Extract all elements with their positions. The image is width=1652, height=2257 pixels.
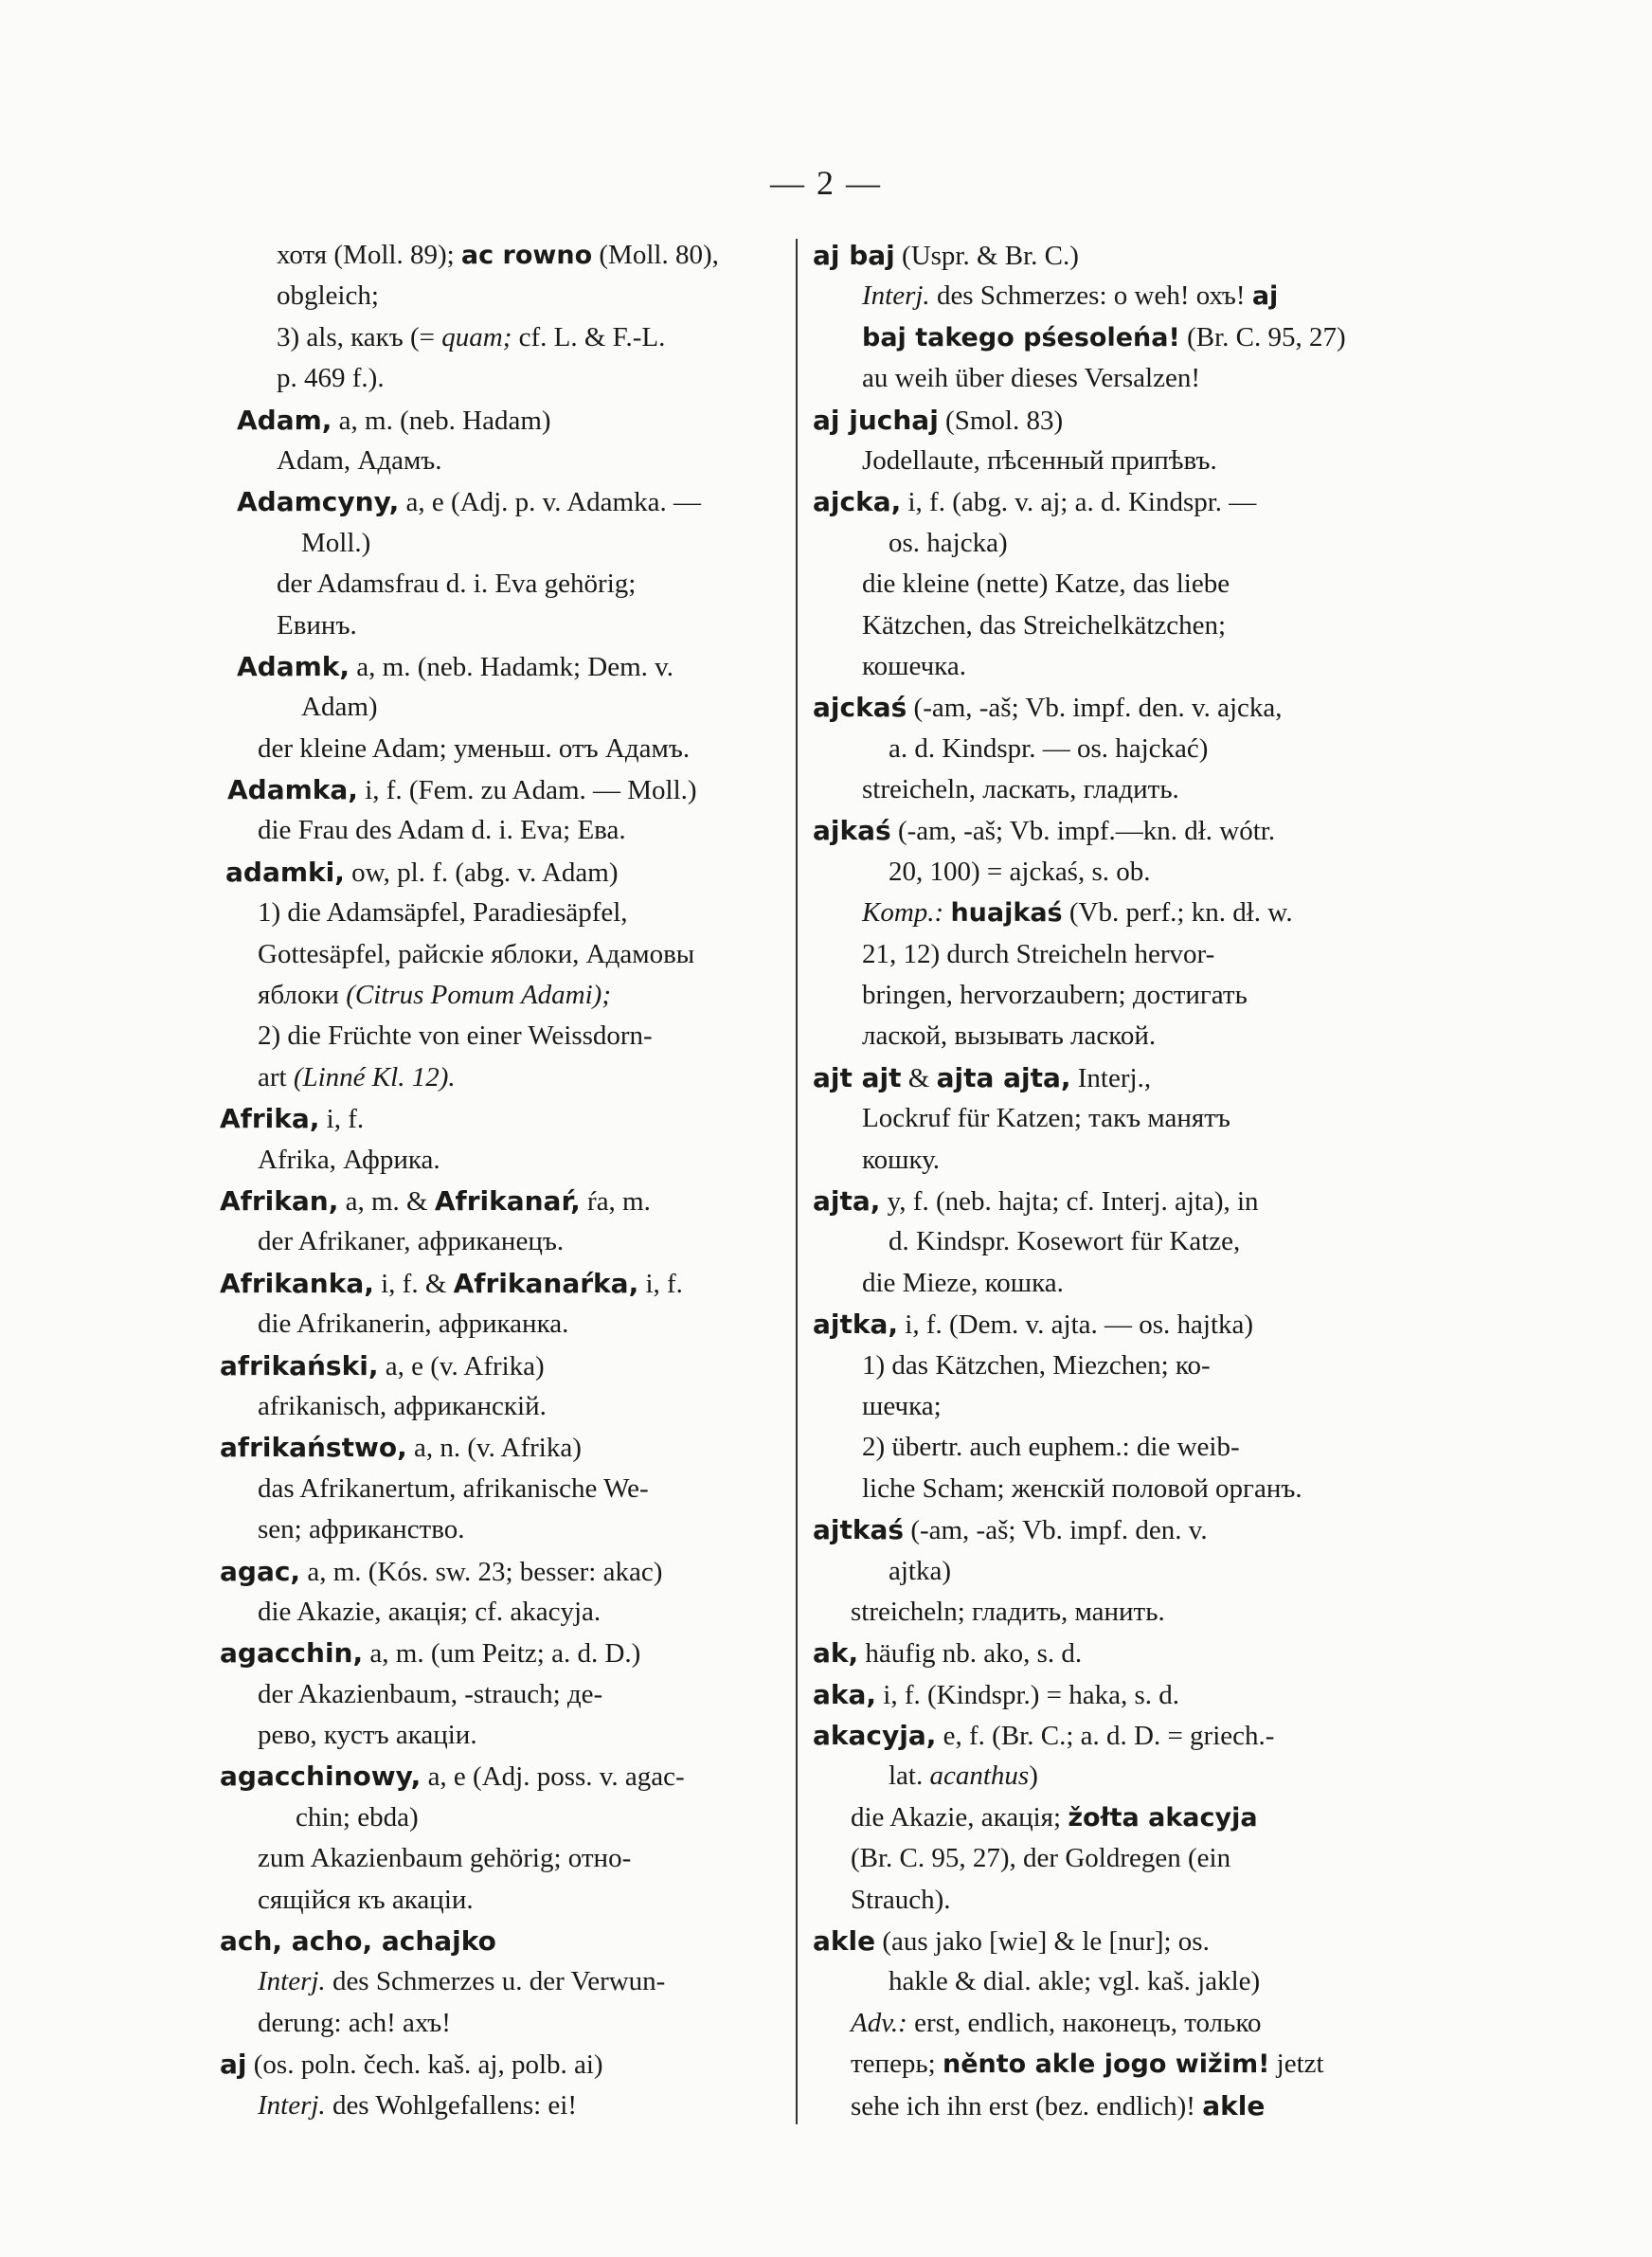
headword: Adamka, [227,774,358,806]
entry-line [813,276,1400,316]
headword: adamki, [225,856,345,888]
headword: afrikański, [220,1349,379,1381]
entry-line [813,481,1400,522]
entry-line [220,1345,802,1386]
headword: ajta ajta, [936,1061,1071,1093]
headword: Afrikanaŕka, [453,1267,639,1299]
entry-text: a, e (Adj. p. v. Adamka. — [399,487,701,518]
entry-line [220,810,802,851]
entry-line [220,975,802,1016]
entry-text: лаской, вызывать лаской. [862,1020,1157,1052]
entry-text: afrikanisch, африканскій. [258,1390,547,1421]
entry-text: liche Scham; женскій половой органъ. [862,1472,1302,1504]
entry-text: quam; [441,321,512,352]
page-number: — 2 — [770,164,882,202]
headword: akle [1202,2089,1266,2122]
entry-line [813,1057,1400,1098]
headword: ach, acho, achajko [220,1925,496,1958]
headword: ajcka, [813,486,902,518]
entry-line [813,400,1400,441]
entry-text: lat. [889,1760,930,1792]
entry-line [220,1756,802,1797]
entry-line [220,646,802,687]
entry-line [220,441,802,481]
entry-line [813,1509,1400,1550]
headword: Adamk, [237,650,350,682]
entry-text: des Wohlgefallens: ei! [325,2089,577,2121]
entry-text: e, f. (Br. C.; a. d. D. = griech.- [936,1721,1275,1752]
right-column [813,235,1400,2126]
entry-text: (Moll. 80), [592,240,719,270]
entry-line [813,1880,1400,1921]
entry-line [220,1098,802,1139]
entry-line [220,1715,802,1756]
entry-text: hakle & dial. akle; vgl. kaš. jakle) [889,1966,1261,1997]
headword: ajkaś [813,815,891,847]
entry-text: рево, кустъ акацiи. [258,1720,477,1751]
entry-line [813,1838,1400,1879]
entry-text: Interj. [258,2089,326,2121]
column-divider [796,239,798,2124]
entry-line [220,1880,802,1921]
entry-text: Afrika, Африка. [258,1144,440,1175]
entry-text: Adam) [301,692,378,723]
entry-text: ajtka) [889,1555,952,1586]
entry-text: 1) die Adamsäpfel, Paradiesäpfel, [258,897,628,929]
headword: aka, [813,1678,877,1710]
entry-line [813,1345,1400,1386]
entry-text: der Adamsfrau d. i. Eva gehörig; [277,569,637,600]
entry-line [220,523,802,564]
entry-line [813,358,1400,399]
entry-text: яблоки [258,980,347,1011]
entry-text: Adam, Адамъ. [277,444,442,476]
entry-line [220,852,802,893]
entry-text: sehe ich ihn erst (bez. endlich)! [851,2090,1203,2122]
entry-text: Strauch). [851,1884,951,1915]
entry-text: сящійся къ акацiи. [258,1884,474,1915]
entry-text: хотя (Moll. 89); [277,240,461,270]
entry-line [220,358,802,399]
entry-line [220,2044,802,2085]
entry-text: p. 469 f.). [277,363,385,394]
entry-line [813,1756,1400,1797]
entry-text: (Linné Kl. 12). [293,1061,456,1092]
headword: aj [220,2049,247,2081]
example-phrase: něnto akle jogo wižim! [942,2049,1270,2080]
example-phrase: aj [1251,281,1279,312]
entry-text: кошку. [862,1144,940,1175]
headword: Afrikanka, [220,1267,374,1299]
entry-line [813,769,1400,810]
entry-text: 21, 12) durch Streicheln hervor- [862,938,1215,969]
headword: ajtka, [813,1309,899,1341]
entry-text: derung: ach! ахъ! [258,2007,451,2038]
entry-text: i, f. (Dem. v. ajta. — os. hajtka) [898,1309,1254,1341]
entry-text: a, m. (neb. Hadam) [332,405,551,436]
entry-line [813,523,1400,564]
entry-text: a. d. Kindspr. — os. hajckać) [889,732,1209,764]
entry-text: a, m. (neb. Hadamk; Dem. v. [350,651,674,682]
entry-text: erst, endlich, наконецъ, только [907,2007,1262,2038]
entry-line [813,1098,1400,1139]
entry-text: das Afrikanertum, afrikanische We- [258,1472,649,1504]
entry-text: zum Akazienbaum gehörig; отно- [258,1843,632,1874]
entry-line [220,934,802,975]
entry-line [813,235,1400,276]
headword: ajtkaś [813,1514,905,1546]
headword: ajt ajt [813,1061,902,1093]
entry-text: 2) übertr. auch euphem.: die weib- [862,1432,1240,1463]
entry-text: 20, 100) = ajckaś, s. ob. [889,856,1151,887]
entry-line [220,1057,802,1098]
entry-line [220,1633,802,1673]
entry-text: bringen, hervorzaubern; достигать [862,980,1248,1011]
headword: aj juchaj [813,404,939,436]
example-phrase: žołta akacyja [1068,1802,1258,1833]
entry-line [813,1181,1400,1221]
entry-text: des Schmerzes u. der Verwun- [325,1966,666,1997]
entry-text: Kätzchen, das Streichelkätzchen; [862,609,1227,641]
entry-line [220,2085,802,2126]
entry-text: & [901,1062,937,1093]
entry-text: Adv.: [851,2007,907,2038]
headword: ak, [813,1637,859,1670]
entry-text: Moll.) [301,527,371,558]
entry-text: Komp.: [862,897,944,929]
entry-line [220,1304,802,1345]
headword: agacchinowy, [220,1760,422,1793]
entry-text: häufig nb. ako, s. d. [858,1638,1083,1670]
entry-line [813,1715,1400,1756]
entry-text: cf. L. & F.-L. [512,321,666,352]
entry-text: Jodellaute, пѣсенный припѣвъ. [862,444,1217,476]
entry-line [813,893,1400,933]
entry-line [813,2044,1400,2085]
entry-line [813,2003,1400,2044]
entry-line [813,441,1400,481]
headword: Afrikan, [220,1184,339,1217]
entry-line [220,1592,802,1633]
entry-line [220,1386,802,1427]
entry-text: (-am, -aš; Vb. impf. den. v. ajcka, [907,693,1283,724]
entry-line [220,1921,802,1961]
entry-text: der Afrikaner, африканецъ. [258,1226,565,1257]
entry-text: a, m. (um Peitz; a. d. D.) [363,1638,641,1670]
entry-text: a, e (Adj. poss. v. agac- [421,1761,685,1793]
entry-text: Gottesäpfel, райскіе яблоки, Адамовы [258,938,695,969]
entry-line [813,1551,1400,1592]
entry-line [813,1263,1400,1304]
entry-text: 3) als, какъ (= [277,321,442,352]
entry-text: d. Kindspr. Kosewort für Katze, [889,1226,1241,1257]
entry-text: sen; африканство. [258,1514,465,1545]
entry-text: streicheln; гладить, манить. [851,1596,1165,1627]
entry-text: der Akazienbaum, -strauch; де- [258,1678,603,1709]
entry-line [220,729,802,769]
headword: afrikaństwo, [220,1432,407,1464]
entry-line [813,1427,1400,1468]
entry-line [220,1551,802,1592]
entry-text: a, e (v. Afrika) [378,1350,545,1381]
entry-text: i, f. (Fem. zu Adam. — Moll.) [357,775,697,806]
entry-line [220,1961,802,2002]
entry-line [220,893,802,933]
example-phrase: huajkaś [950,898,1063,929]
entry-text: i, f. & [373,1268,454,1299]
headword: ajta, [813,1184,881,1217]
headword: Afrika, [220,1103,320,1135]
headword: agacchin, [220,1637,364,1670]
entry-line [813,1961,1400,2002]
entry-text: die Frau des Adam d. i. Eva; Ева. [258,815,626,846]
entry-line [813,934,1400,975]
entry-text: (Vb. perf.; kn. dł. w. [1062,897,1293,929]
entry-line [220,1797,802,1838]
entry-text: a, m. (Kós. sw. 23; besser: akac) [300,1556,663,1587]
entry-line [220,276,802,316]
entry-line [220,1263,802,1304]
entry-text: i, f. (Kindspr.) = haka, s. d. [876,1679,1180,1710]
entry-line [220,605,802,646]
entry-line [220,769,802,810]
headword: aj baj [813,240,895,271]
entry-line [813,646,1400,687]
headword: agac, [220,1555,301,1587]
entry-line [220,1221,802,1262]
entry-line [220,1181,802,1221]
entry-line [813,852,1400,893]
example-phrase: baj takego pśesoleńa! [862,322,1180,352]
headword: akle [813,1925,876,1958]
entry-line [813,1921,1400,1961]
entry-text: кошечка. [862,650,966,681]
entry-text: die Akazie, акація; [851,1801,1068,1833]
entry-line [813,1016,1400,1056]
entry-line [813,1221,1400,1262]
entry-text: 1) das Kätzchen, Miezchen; ко- [862,1349,1211,1381]
entry-line [220,481,802,522]
headword: Afrikanaŕ, [434,1184,581,1217]
entry-line [813,687,1400,728]
headword: Adam, [237,404,332,436]
entry-line [813,1633,1400,1673]
entry-line [813,810,1400,851]
entry-text: (Br. C. 95, 27), der Goldregen (ein [851,1843,1231,1874]
entry-text: ) [1029,1760,1038,1792]
entry-line [813,1304,1400,1345]
entry-line [220,317,802,358]
entry-text: шечка; [862,1390,942,1421]
entry-text: streicheln, ласкать, гладить. [862,774,1179,805]
entry-text: теперь; [851,2049,943,2080]
entry-text: jetzt [1269,2049,1324,2080]
entry-text: obgleich; [277,280,379,312]
entry-text: acanthus [929,1760,1030,1792]
entry-text: (Uspr. & Br. C.) [894,241,1079,271]
entry-line [813,1140,1400,1181]
entry-text: Interj., [1070,1062,1152,1093]
entry-line [220,1140,802,1181]
entry-text: Lockruf für Katzen; такъ манятъ [862,1103,1230,1134]
entry-text: Евинъ. [277,609,357,641]
entry-line [220,1509,802,1550]
headword: akacyja, [813,1720,937,1752]
entry-line [813,564,1400,605]
entry-text: ŕa, m. [580,1185,651,1217]
entry-text: y, f. (neb. hajta; cf. Interj. ajta), in [880,1185,1259,1217]
entry-text: (Smol. 83) [938,405,1064,436]
entry-line [220,235,802,276]
entry-text: 2) die Früchte von einer Weissdorn- [258,1020,653,1052]
entry-text: (-am, -aš; Vb. impf. den. v. [904,1515,1208,1546]
entry-text: ow, pl. f. (abg. v. Adam) [344,857,619,888]
entry-line [813,1592,1400,1633]
entry-text: (Citrus Pomum Adami); [346,980,611,1011]
entry-line [220,1016,802,1056]
entry-line [813,975,1400,1016]
left-column [220,235,802,2126]
entry-line [220,400,802,441]
entry-text: die Mieze, кошка. [862,1267,1064,1298]
entry-line [220,687,802,728]
entry-line [813,1386,1400,1427]
entry-text: des Schmerzes: o weh! охъ! [929,280,1252,312]
entry-text: Interj. [862,280,930,312]
entry-line [813,1797,1400,1838]
entry-text: i, f. (abg. v. aj; a. d. Kindspr. — [901,487,1257,518]
entry-line [220,1674,802,1715]
example-phrase: ac rowno [460,241,593,270]
entry-line [220,1469,802,1509]
entry-text: au weih über dieses Versalzen! [862,363,1200,394]
entry-text: os. hajcka) [889,527,1008,558]
entry-text: (os. poln. čech. kaš. aj, polb. ai) [246,2049,603,2081]
entry-line [813,729,1400,769]
entry-line [813,605,1400,646]
entry-text: art [258,1061,294,1092]
headword: ajckaś [813,692,907,724]
entry-text: der kleine Adam; уменьш. отъ Адамъ. [258,732,691,764]
entry-text: die kleine (nette) Katze, das liebe [862,569,1230,600]
entry-text: a, n. (v. Afrika) [406,1433,582,1464]
entry-text: (-am, -aš; Vb. impf.—kn. dł. wótr. [890,816,1276,847]
entry-line [813,1674,1400,1715]
entry-line [220,2003,802,2044]
entry-text: (Br. C. 95, 27) [1179,321,1346,352]
entry-line [813,317,1400,358]
headword: Adamcyny, [237,486,400,518]
entry-line [813,2085,1400,2126]
entry-text: (aus jako [wie] & le [nur]; os. [875,1926,1210,1958]
entry-line [220,1427,802,1468]
entry-text: Interj. [258,1966,326,1997]
entry-text: a, m. & [338,1185,435,1217]
entry-line [813,1469,1400,1509]
entry-line [220,1838,802,1879]
entry-line [220,564,802,605]
entry-text: i, f. [638,1268,683,1299]
entry-text: chin; ebda) [296,1801,419,1833]
entry-text: die Akazie, акація; cf. akacyja. [258,1596,602,1627]
entry-text: i, f. [319,1104,365,1135]
entry-text: die Afrikanerin, африканка. [258,1309,569,1340]
